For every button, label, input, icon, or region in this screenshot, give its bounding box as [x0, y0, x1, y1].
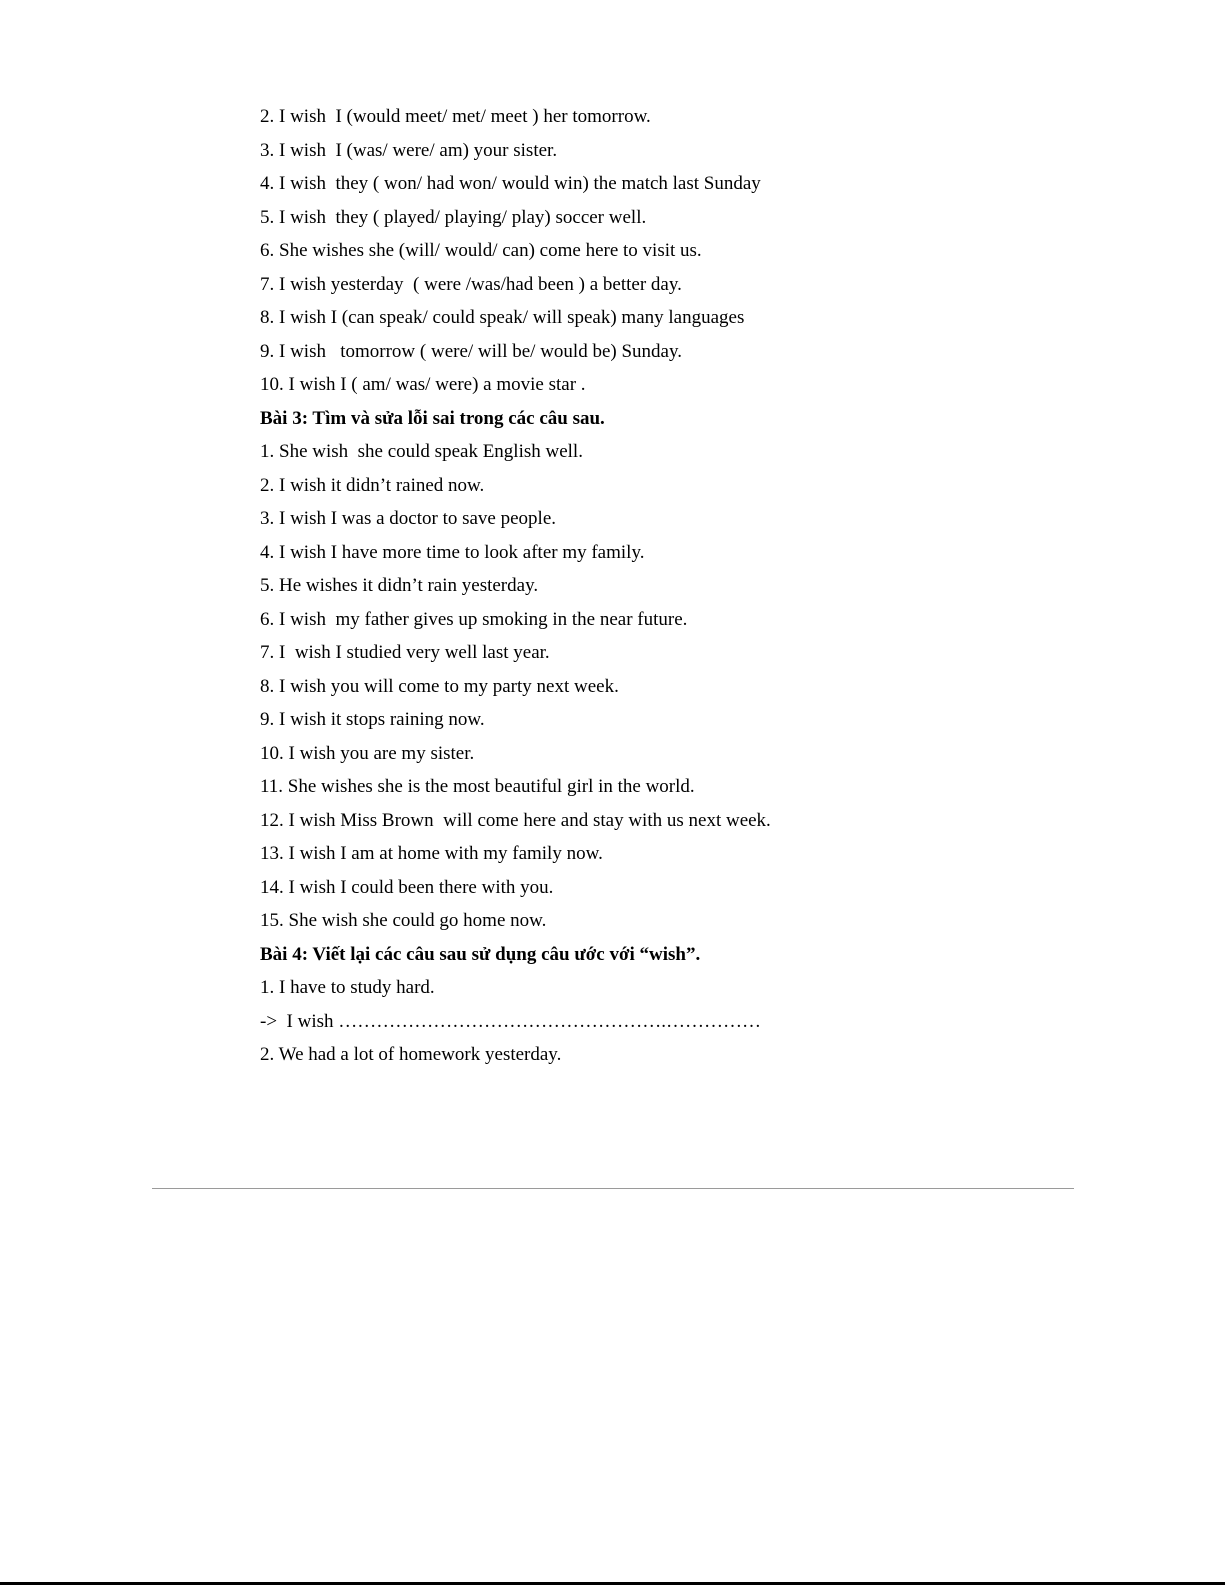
exercise-2-item: 2. I wish I (would meet/ met/ meet ) her tomorrow. — [260, 106, 651, 127]
exercise-4-item: 2. We had a lot of homework yesterday. — [260, 1044, 562, 1065]
exercise-2-item: 4. I wish they ( won/ had won/ would win) the match last Sunday — [260, 173, 761, 194]
exercise-3-heading: Bài 3: Tìm và sửa lỗi sai trong các câu sau. — [260, 407, 605, 429]
exercise-2-item: 6. She wishes she (will/ would/ can) come here to visit us. — [260, 240, 702, 261]
exercise-3-item: 7. I wish I studied very well last year. — [260, 642, 550, 663]
exercise-3-item: 9. I wish it stops raining now. — [260, 709, 485, 730]
exercise-3-item: 15. She wish she could go home now. — [260, 910, 547, 931]
exercise-4-list — [260, 971, 1140, 1072]
exercise-3-list — [260, 435, 1140, 938]
exercise-2-item: 7. I wish yesterday ( were /was/had been ) a better day. — [260, 273, 682, 295]
exercise-3-item: 14. I wish I could been there with you. — [260, 876, 554, 898]
exercise-2-list — [260, 100, 1140, 402]
exercise-4-answer-line: -> I wish …………………………………………….…………… — [260, 1010, 762, 1032]
exercise-3-item: 3. I wish I was a doctor to save people. — [260, 508, 557, 529]
exercise-3-item: 2. I wish it didn’t rained now. — [260, 474, 485, 496]
exercise-2-item: 8. I wish I (can speak/ could speak/ will speak) many languages — [260, 307, 745, 328]
exercise-3-item: 12. I wish Miss Brown will come here and stay with us next week. — [260, 809, 771, 831]
exercise-2-item: 3. I wish I (was/ were/ am) your sister. — [260, 139, 558, 161]
exercise-3-item: 13. I wish I am at home with my family now. — [260, 843, 603, 864]
exercise-3-item: 5. He wishes it didn’t rain yesterday. — [260, 575, 539, 596]
exercise-3-item: 10. I wish you are my sister. — [260, 742, 475, 764]
exercise-2-item: 9. I wish tomorrow ( were/ will be/ would be) Sunday. — [260, 340, 682, 362]
document-content — [260, 100, 1140, 1072]
page-divider — [152, 1188, 1074, 1189]
exercise-3-item: 11. She wishes she is the most beautiful girl in the world. — [260, 776, 695, 797]
exercise-2-item: 5. I wish they ( played/ playing/ play) soccer well. — [260, 206, 647, 228]
exercise-3-item: 8. I wish you will come to my party next week. — [260, 675, 619, 697]
exercise-4-heading: Bài 4: Viết lại các câu sau sử dụng câu ước với “wish”. — [260, 943, 701, 965]
exercise-3-item: 1. She wish she could speak English well. — [260, 441, 583, 462]
exercise-3-item: 6. I wish my father gives up smoking in the near future. — [260, 608, 688, 630]
exercise-3-item: 4. I wish I have more time to look after my family. — [260, 541, 645, 563]
exercise-2-item: 10. I wish I ( am/ was/ were) a movie star . — [260, 374, 586, 395]
exercise-4-item: 1. I have to study hard. — [260, 977, 435, 998]
